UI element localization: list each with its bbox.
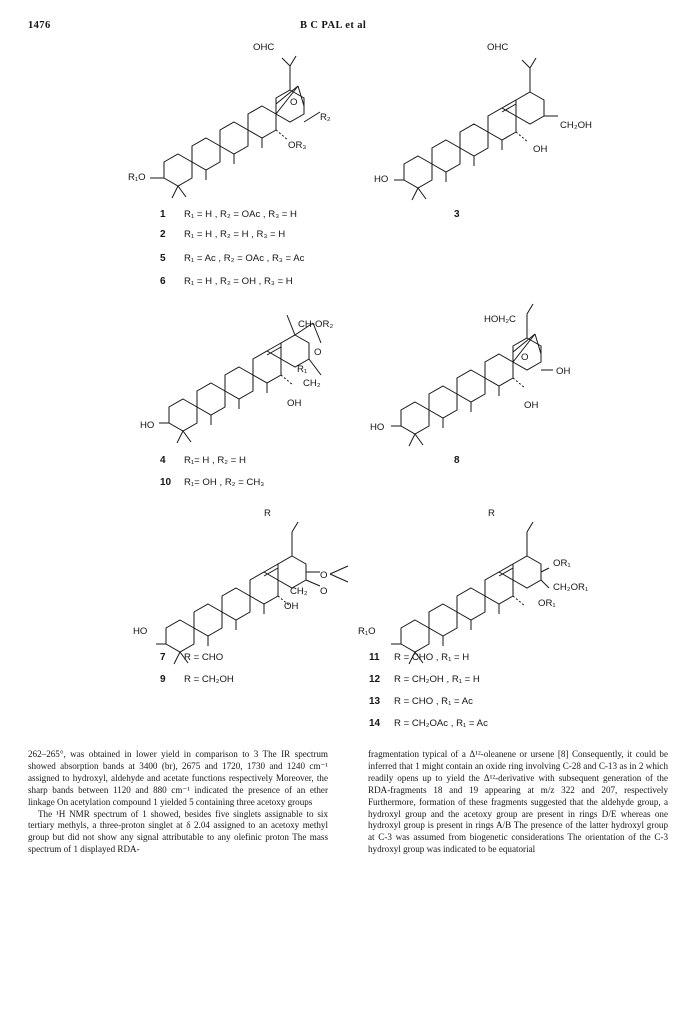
s3-ch2oh: CH₂OH bbox=[560, 120, 592, 131]
s8-oh2: OH bbox=[524, 400, 539, 411]
compound-number: 10 bbox=[160, 477, 172, 488]
compound-definition: R₁ = H , R₂ = OH , R₃ = H bbox=[184, 276, 293, 287]
compound-number-3: 3 bbox=[454, 209, 460, 220]
compound-definition: R = CHO , R₁ = H bbox=[394, 652, 470, 663]
s7-o1: O bbox=[320, 570, 328, 581]
s1-r2: R₂ bbox=[320, 112, 331, 123]
s11-or1-b: OR₁ bbox=[538, 598, 556, 609]
compound-number: 4 bbox=[160, 455, 166, 466]
s11-r: R bbox=[488, 508, 495, 519]
s1-top-label: OHC bbox=[253, 42, 275, 53]
compound-list-c bbox=[160, 652, 234, 685]
compound-number: 11 bbox=[369, 652, 380, 663]
compound-number: 13 bbox=[369, 696, 381, 707]
structure-11 bbox=[391, 522, 549, 664]
compound-definition: R₁ = H , R₂ = OAc , R₃ = H bbox=[184, 209, 297, 220]
s3-top-label: OHC bbox=[487, 42, 509, 53]
s8-o: O bbox=[521, 352, 529, 363]
s8-oh1: OH bbox=[556, 366, 571, 377]
s4-ch2: CH₂ bbox=[303, 378, 321, 389]
page-number: 1476 bbox=[28, 20, 51, 31]
compound-definition: R₁= OH , R₂ = CH₃ bbox=[184, 477, 265, 488]
s1-or3: OR₃ bbox=[288, 140, 307, 151]
compound-number-8: 8 bbox=[454, 455, 460, 466]
compound-definition: R = CHO , R₁ = Ac bbox=[394, 696, 473, 707]
body-paragraph: 262–265°, was obtained in lower yield in comparison to 3 The IR spectrum showed absorption bands at 3400 (br), 2675 and 1720, 1730 and 1240 cm⁻¹ assigned to hydroxyl, aldehyde and acetate functions respectively Moreover, the sharp bands between 1120 and 880 cm⁻¹ indicated the presence of an ether linkage On acetylation compound 1 yielded 5 containing three acetoxy groups bbox=[28, 749, 328, 807]
s7-ch2: CH₂ bbox=[290, 586, 308, 597]
s4-r1: R₁ bbox=[297, 364, 308, 375]
structure-4 bbox=[159, 315, 321, 443]
body-column-right bbox=[368, 749, 668, 856]
s7-o2: O bbox=[320, 586, 328, 597]
running-head: B C PAL et al bbox=[300, 20, 367, 31]
compound-definition: R₁ = H , R₂ = H , R₃ = H bbox=[184, 229, 286, 240]
s4-ch-or2: CH-OR₂ bbox=[298, 319, 334, 330]
body-paragraph: The ¹H NMR spectrum of 1 showed, besides five singlets assignable to six tertiary methyls, a three-proton singlet at δ 2.04 assigned to an acetoxy methyl group but did not show any signal attributable to any olefinic proton The mass spectrum of 1 displayed RDA- bbox=[28, 808, 328, 855]
compound-number: 6 bbox=[160, 276, 166, 287]
compound-definition: R = CH₂OAc , R₁ = Ac bbox=[394, 718, 488, 729]
s7-oh: OH bbox=[284, 601, 299, 612]
structure-8 bbox=[391, 304, 553, 446]
s4-ho: HO bbox=[140, 420, 155, 431]
s4-oh: OH bbox=[287, 398, 302, 409]
compound-number: 1 bbox=[160, 209, 166, 220]
s3-ho: HO bbox=[374, 174, 389, 185]
compound-list-d bbox=[369, 652, 488, 729]
compound-number: 12 bbox=[369, 674, 381, 685]
s1-o: O bbox=[290, 97, 298, 108]
s7-ho: HO bbox=[133, 626, 148, 637]
compound-list-a bbox=[160, 209, 305, 287]
compound-list-b bbox=[160, 455, 264, 488]
body-column-left bbox=[28, 749, 328, 856]
s8-ho: HO bbox=[370, 422, 385, 433]
compound-number: 7 bbox=[160, 652, 166, 663]
compound-number: 14 bbox=[369, 718, 381, 729]
compound-number: 2 bbox=[160, 229, 166, 240]
compound-definition: R₁ = Ac , R₂ = OAc , R₃ = Ac bbox=[184, 253, 305, 264]
compound-number: 9 bbox=[160, 674, 166, 685]
s3-oh: OH bbox=[533, 144, 548, 155]
structure-1 bbox=[150, 56, 320, 198]
s11-or1-a: OR₁ bbox=[553, 558, 571, 569]
compound-definition: R₁= H , R₂ = H bbox=[184, 455, 246, 466]
structure-3 bbox=[394, 58, 558, 200]
body-paragraph: fragmentation typical of a Δ¹²-oleanene or ursene [8] Consequently, it could be inferred that 1 might contain an oxide ring involving C-28 and C-13 as in 2 which readily opens up to yield the Δ¹²-derivative with subsequent generation of the RDA-fragments 18 and 19 appearing at m/z 322 and 207, respectively Furthermore, formation of these fragments suggested that the aldehyde group, a hydroxyl group and the acetoxy group are present in rings D/E whereas one hydroxyl group is present in rings A/B The presence of the latter hydroxyl group at C-3 was assumed from biogenetic considerations The orientation of the C-3 hydroxyl group was indicated to be equatorial bbox=[368, 749, 668, 855]
compound-definition: R = CH₂OH , R₁ = H bbox=[394, 674, 480, 685]
s8-top-label: HOH₂C bbox=[484, 314, 516, 325]
s4-o: O bbox=[314, 347, 322, 358]
s11-r1o: R₁O bbox=[358, 626, 376, 637]
s1-r1o: R₁O bbox=[128, 172, 146, 183]
compound-definition: R = CH₂OH bbox=[184, 674, 234, 685]
compound-definition: R = CHO bbox=[184, 652, 224, 663]
s11-ch2or1: CH₂OR₁ bbox=[553, 582, 589, 593]
compound-number: 5 bbox=[160, 253, 166, 264]
s7-r: R bbox=[264, 508, 271, 519]
